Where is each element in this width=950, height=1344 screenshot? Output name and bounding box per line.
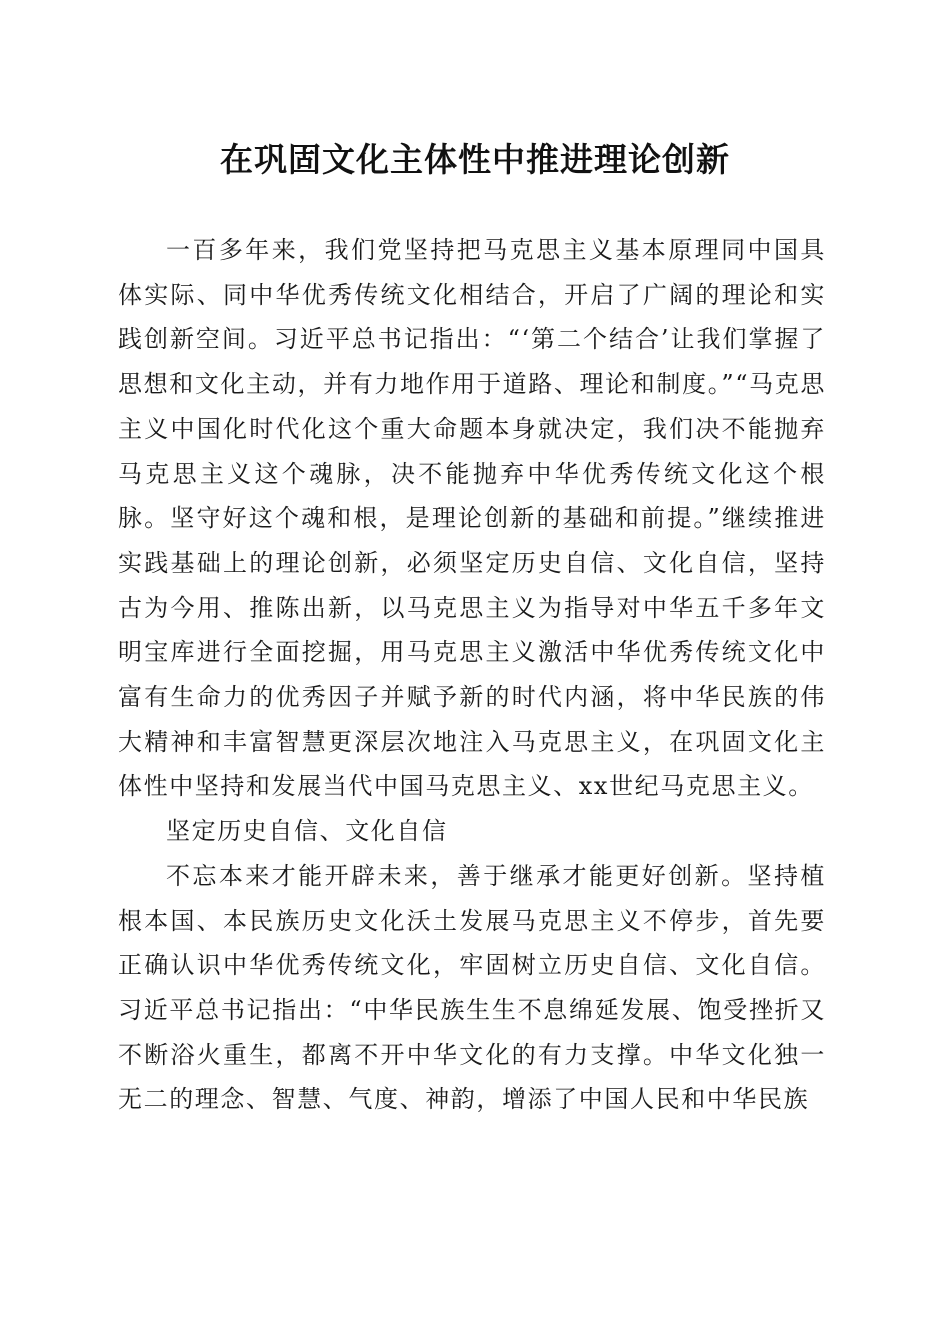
paragraph-section-1: 不忘本来才能开辟未来，善于继承才能更好创新。坚持植根本国、本民族历史文化沃土发展马克思主义不停步，首先要正确认识中华优秀传统文化，牢固树立历史自信、文化自信。习近平总书记指出：“中华民族生生不息绵延发展、饱受挫折又不断浴火重生，都离不开中华文化的有力支撑。中华文化独一无二的理念、智慧、气度、神韵，增添了中国人民和中华民族	[118, 861, 826, 1114]
document-body	[118, 228, 826, 1122]
paragraph-intro: 一百多年来，我们党坚持把马克思主义基本原理同中国具体实际、同中华优秀传统文化相结合，开启了广阔的理论和实践创新空间。习近平总书记指出：“‘第二个结合’让我们掌握了思想和文化主动，并有力地作用于道路、理论和制度。”“马克思主义中国化时代化这个重大命题本身就决定，我们决不能抛弃马克思主义这个魂脉，决不能抛弃中华优秀传统文化这个根脉。坚守好这个魂和根，是理论创新的基础和前提。”继续推进实践基础上的理论创新，必须坚定历史自信、文化自信，坚持古为今用、推陈出新，以马克思主义为指导对中华五千多年文明宝库进行全面挖掘，用马克思主义激活中华优秀传统文化中富有生命力的优秀因子并赋予新的时代内涵，将中华民族的伟大精神和丰富智慧更深层次地注入马克思主义，在巩固文化主体性中坚持和发展当代中国马克思主义、xx世纪马克思主义。	[118, 236, 826, 801]
document-title: 在巩固文化主体性中推进理论创新	[220, 140, 730, 179]
section-heading: 坚定历史自信、文化自信	[166, 817, 448, 846]
